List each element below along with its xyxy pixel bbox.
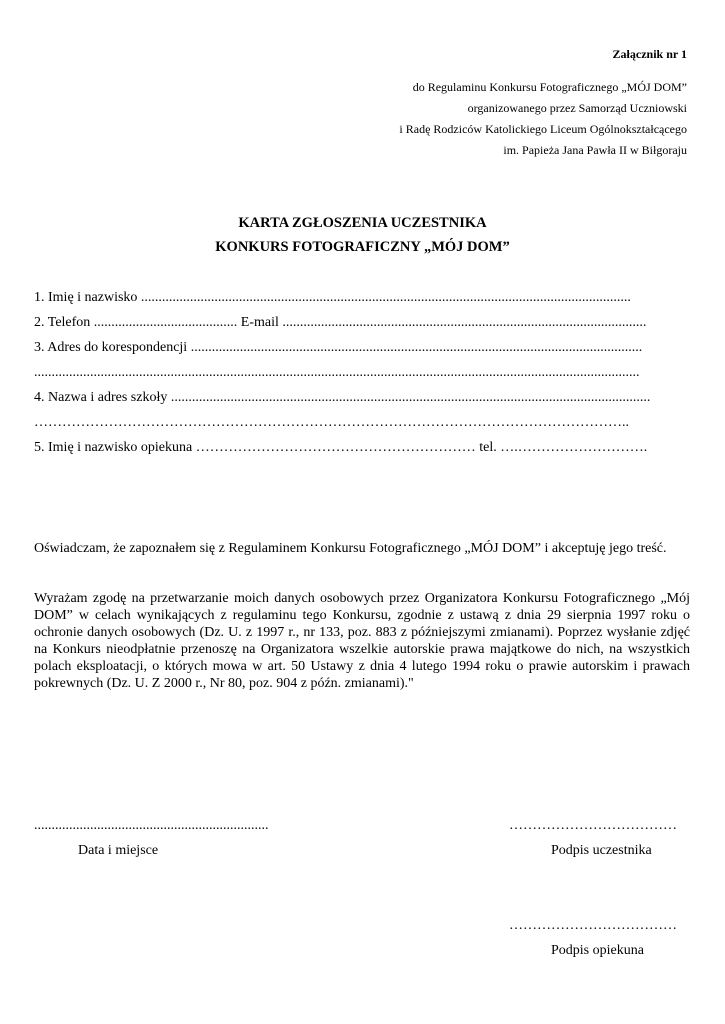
- field-guardian: 5. Imię i nazwisko opiekuna …………………………………………………… tel. ….……………………….: [34, 440, 648, 455]
- guardian-signature-line: ………………………………: [509, 918, 677, 933]
- date-signature-line: ...................................................................: [34, 818, 269, 833]
- header-line-2: organizowanego przez Samorząd Uczniowski: [467, 101, 687, 115]
- field-school: 4. Nazwa i adres szkoły .........................................................................................................................................: [34, 390, 651, 405]
- header-line-3: i Radę Rodziców Katolickiego Liceum Ogólnokształcącego: [399, 122, 687, 136]
- declaration-paragraph-1: Oświadczam, że zapoznałem się z Regulaminem Konkursu Fotograficznego „MÓJ DOM” i akceptuję jego treść.: [34, 541, 667, 556]
- field-school-continued: ………………………………………………………………………………………………………………..: [34, 415, 629, 430]
- participant-signature-label: Podpis uczestnika: [551, 843, 652, 858]
- field-address: 3. Adres do korespondencji .................................................................................................................................: [34, 340, 643, 355]
- consent-paragraph: Wyrażam zgodę na przetwarzanie moich danych osobowych przez Organizatora Konkursu Fotograficznego „Mój DOM” w celach wynikających z regulaminu tego Konkursu, zgodnie z ustawą z dnia 29 sierpnia 1997 roku o ochronie danych osobowych (Dz. U. z 1997 r., nr 133, poz. 883 z późniejszymi zmianami). Poprzez wysłanie zdjęć na Konkurs nieodpłatnie przenoszę na Organizatora wszelkie autorskie prawa majątkowe do nich, na wszystkich polach eksploatacji, o których mowa w art. 50 Ustawy z dnia 4 lutego 1994 roku o prawie autorskim i prawach pokrewnych (Dz. U. Z 2000 r., Nr 80, poz. 904 z późn. zmianami).": [34, 591, 690, 691]
- contest-title: KONKURS FOTOGRAFICZNY „MÓJ DOM”: [215, 239, 510, 255]
- attachment-label: Załącznik nr 1: [612, 47, 687, 61]
- header-line-4: im. Papieża Jana Pawła II w Biłgoraju: [503, 143, 687, 157]
- form-title: KARTA ZGŁOSZENIA UCZESTNIKA: [238, 215, 487, 231]
- date-place-label: Data i miejsce: [78, 843, 159, 858]
- field-name: 1. Imię i nazwisko ............................................................................................................................................: [34, 290, 631, 305]
- field-phone-email: 2. Telefon ......................................... E-mail ........................................................................................................: [34, 315, 647, 330]
- field-address-continued: .............................................................................................................................................................................: [34, 365, 640, 380]
- header-line-1: do Regulaminu Konkursu Fotograficznego „MÓJ DOM”: [412, 80, 687, 94]
- guardian-signature-label: Podpis opiekuna: [551, 943, 644, 958]
- participant-signature-line: ………………………………: [509, 818, 677, 833]
